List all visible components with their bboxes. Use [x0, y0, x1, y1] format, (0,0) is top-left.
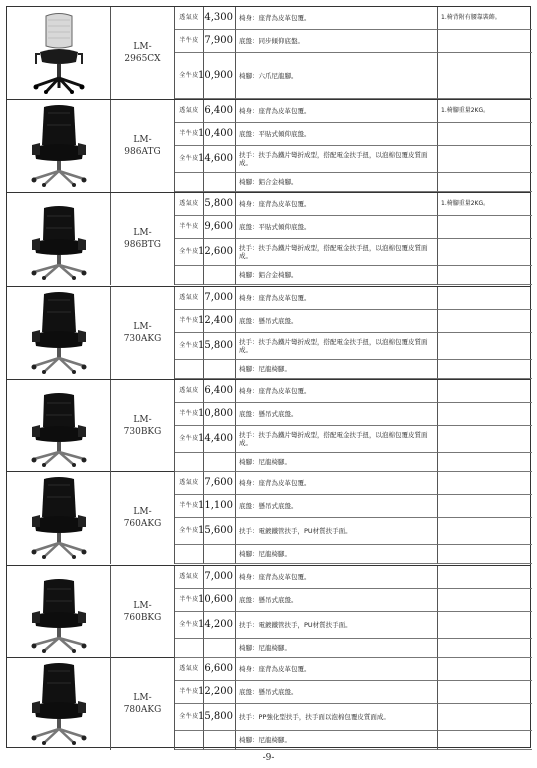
remark-note [438, 566, 532, 589]
product-block [6, 565, 531, 657]
spec-description: 扶手：扶手為鐵片彎折成型，搭配電金扶手扭，以泡棉包覆皮質面成。 [236, 239, 438, 266]
leather-grade: 全牛皮 [175, 333, 204, 360]
leather-grade: 半牛皮 [175, 681, 204, 704]
remark-note [438, 30, 532, 53]
price-value: 12,400 [204, 310, 236, 333]
model-number: LM- 760BKG [111, 566, 175, 658]
leather-grade: 半牛皮 [175, 30, 204, 53]
spec-description: 椅身：座背為皮革包覆。 [236, 566, 438, 589]
product-block [6, 99, 531, 192]
spec-description: 椅腳：尼龍椅腳。 [236, 453, 438, 472]
leather-grade: 半牛皮 [175, 310, 204, 333]
remark-note [438, 173, 532, 192]
product-block [6, 192, 531, 286]
leather-grade: 半牛皮 [175, 403, 204, 426]
remark-note [438, 518, 532, 545]
remark-note [438, 146, 532, 173]
leather-grade: 透氣皮 [175, 380, 204, 403]
leather-grade [175, 266, 204, 285]
price-value: 7,000 [204, 287, 236, 310]
leather-grade [175, 173, 204, 192]
price-value: 6,600 [204, 658, 236, 681]
product-block [6, 379, 531, 471]
remark-note [438, 639, 532, 658]
model-number: LM- 780AKG [111, 658, 175, 750]
leather-grade [175, 545, 204, 564]
leather-grade: 透氣皮 [175, 658, 204, 681]
spec-description: 扶手：PP強化型扶手，扶手面以泡棉包覆皮質面成。 [236, 704, 438, 731]
spec-description: 底盤：平貼式傾仰底盤。 [236, 123, 438, 146]
leather-grade: 透氣皮 [175, 472, 204, 495]
chair-photo [7, 193, 111, 285]
spec-description: 椅身：座背為皮革包覆。 [236, 100, 438, 123]
model-number: LM- 986BTG [111, 193, 175, 285]
price-value: 7,900 [204, 30, 236, 53]
spec-description: 椅身：座背為皮革包覆。 [236, 7, 438, 30]
chair-photo [7, 380, 111, 472]
leather-grade: 透氣皮 [175, 193, 204, 216]
leather-grade: 透氣皮 [175, 7, 204, 30]
spec-description: 扶手：電鍍鐵管扶手，PU材質扶手面。 [236, 518, 438, 545]
price-value [204, 731, 236, 750]
remark-note: 1.椅腳重量2KG。 [438, 100, 532, 123]
remark-note [438, 681, 532, 704]
chair-photo [7, 7, 111, 99]
leather-grade: 透氣皮 [175, 100, 204, 123]
spec-description: 椅腳：尼龍椅腳。 [236, 545, 438, 564]
model-number: LM- 986ATG [111, 100, 175, 192]
leather-grade: 全牛皮 [175, 518, 204, 545]
spec-description: 椅身：座背為皮革包覆。 [236, 287, 438, 310]
spec-description: 椅身：座背為皮革包覆。 [236, 658, 438, 681]
remark-note [438, 472, 532, 495]
price-value [204, 545, 236, 564]
price-value [204, 453, 236, 472]
remark-note [438, 426, 532, 453]
price-value: 14,200 [204, 612, 236, 639]
price-value: 7,600 [204, 472, 236, 495]
leather-grade: 透氣皮 [175, 287, 204, 310]
spec-description: 椅身：座背為皮革包覆。 [236, 380, 438, 403]
price-value: 10,400 [204, 123, 236, 146]
leather-grade [175, 453, 204, 472]
remark-note [438, 360, 532, 379]
price-value: 15,800 [204, 704, 236, 731]
leather-grade: 全牛皮 [175, 612, 204, 639]
remark-note [438, 495, 532, 518]
spec-description: 底盤：懸吊式底盤。 [236, 681, 438, 704]
model-number: LM- 730BKG [111, 380, 175, 472]
price-value: 12,200 [204, 681, 236, 704]
price-value [204, 266, 236, 285]
leather-grade [175, 639, 204, 658]
price-table [6, 6, 531, 748]
spec-description: 扶手：扶手為鐵片彎折成型，搭配電金扶手扭，以泡棉包覆皮質面成。 [236, 426, 438, 453]
price-value: 10,900 [204, 53, 236, 99]
spec-description: 椅腳：鋁合金椅腳。 [236, 266, 438, 285]
product-block [6, 657, 531, 748]
spec-description: 扶手：扶手為鐵片彎折成型，搭配電金扶手扭，以泡棉包覆皮質面成。 [236, 333, 438, 360]
page-number: -9- [262, 753, 275, 763]
chair-photo [7, 472, 111, 564]
leather-grade: 半牛皮 [175, 495, 204, 518]
spec-description: 底盤：懸吊式底盤。 [236, 495, 438, 518]
price-value: 6,400 [204, 380, 236, 403]
remark-note [438, 123, 532, 146]
spec-description: 底盤：懸吊式底盤。 [236, 403, 438, 426]
remark-note [438, 216, 532, 239]
price-value [204, 360, 236, 379]
remark-note [438, 704, 532, 731]
spec-description: 椅腳：尼龍椅腳。 [236, 639, 438, 658]
leather-grade: 全牛皮 [175, 239, 204, 266]
spec-description: 扶手：扶手為鐵片彎折成型，搭配電金扶手扭，以泡棉包覆皮質面成。 [236, 146, 438, 173]
spec-description: 椅身：座背為皮革包覆。 [236, 472, 438, 495]
product-block [6, 286, 531, 379]
model-number: LM- 2965CX [111, 7, 175, 99]
remark-note [438, 589, 532, 612]
remark-note [438, 403, 532, 426]
leather-grade [175, 360, 204, 379]
remark-note: 1.椅背附有腰靠裝飾。 [438, 7, 532, 30]
remark-note [438, 239, 532, 266]
spec-description: 椅腳：鋁合金椅腳。 [236, 173, 438, 192]
price-value: 15,800 [204, 333, 236, 360]
price-value: 14,400 [204, 426, 236, 453]
product-block [6, 471, 531, 565]
price-value: 10,600 [204, 589, 236, 612]
price-value: 6,400 [204, 100, 236, 123]
price-value: 4,300 [204, 7, 236, 30]
leather-grade: 透氣皮 [175, 566, 204, 589]
leather-grade: 半牛皮 [175, 216, 204, 239]
remark-note [438, 545, 532, 564]
leather-grade: 全牛皮 [175, 426, 204, 453]
spec-description: 扶手：電鍍鐵管扶手，PU材質扶手面。 [236, 612, 438, 639]
leather-grade: 全牛皮 [175, 146, 204, 173]
product-block [6, 6, 531, 99]
leather-grade [175, 731, 204, 750]
remark-note [438, 266, 532, 285]
price-value: 15,600 [204, 518, 236, 545]
leather-grade: 全牛皮 [175, 53, 204, 99]
remark-note [438, 380, 532, 403]
chair-photo [7, 658, 111, 750]
remark-note [438, 453, 532, 472]
price-value [204, 639, 236, 658]
spec-description: 底盤：同步傾仰底盤。 [236, 30, 438, 53]
remark-note [438, 612, 532, 639]
price-value: 12,600 [204, 239, 236, 266]
price-value: 9,600 [204, 216, 236, 239]
spec-description: 底盤：平貼式傾仰底盤。 [236, 216, 438, 239]
spec-description: 椅腳：尼龍椅腳。 [236, 360, 438, 379]
price-value: 7,000 [204, 566, 236, 589]
leather-grade: 全牛皮 [175, 704, 204, 731]
spec-description: 椅腳：尼龍椅腳。 [236, 731, 438, 750]
price-value: 10,800 [204, 403, 236, 426]
price-value: 11,100 [204, 495, 236, 518]
price-value: 5,800 [204, 193, 236, 216]
spec-description: 椅身：座背為皮革包覆。 [236, 193, 438, 216]
remark-note [438, 731, 532, 750]
remark-note: 1.椅腳重量2KG。 [438, 193, 532, 216]
leather-grade: 半牛皮 [175, 123, 204, 146]
remark-note [438, 333, 532, 360]
chair-photo [7, 566, 111, 658]
model-number: LM- 730AKG [111, 287, 175, 379]
price-value [204, 173, 236, 192]
model-number: LM- 760AKG [111, 472, 175, 564]
spec-description: 底盤：懸吊式底盤。 [236, 589, 438, 612]
leather-grade: 半牛皮 [175, 589, 204, 612]
spec-description: 底盤：懸吊式底盤。 [236, 310, 438, 333]
remark-note [438, 658, 532, 681]
spec-description: 椅腳：六爪尼龍腳。 [236, 53, 438, 99]
remark-note [438, 287, 532, 310]
price-value: 14,600 [204, 146, 236, 173]
chair-photo [7, 100, 111, 192]
remark-note [438, 310, 532, 333]
chair-photo [7, 287, 111, 379]
remark-note [438, 53, 532, 99]
